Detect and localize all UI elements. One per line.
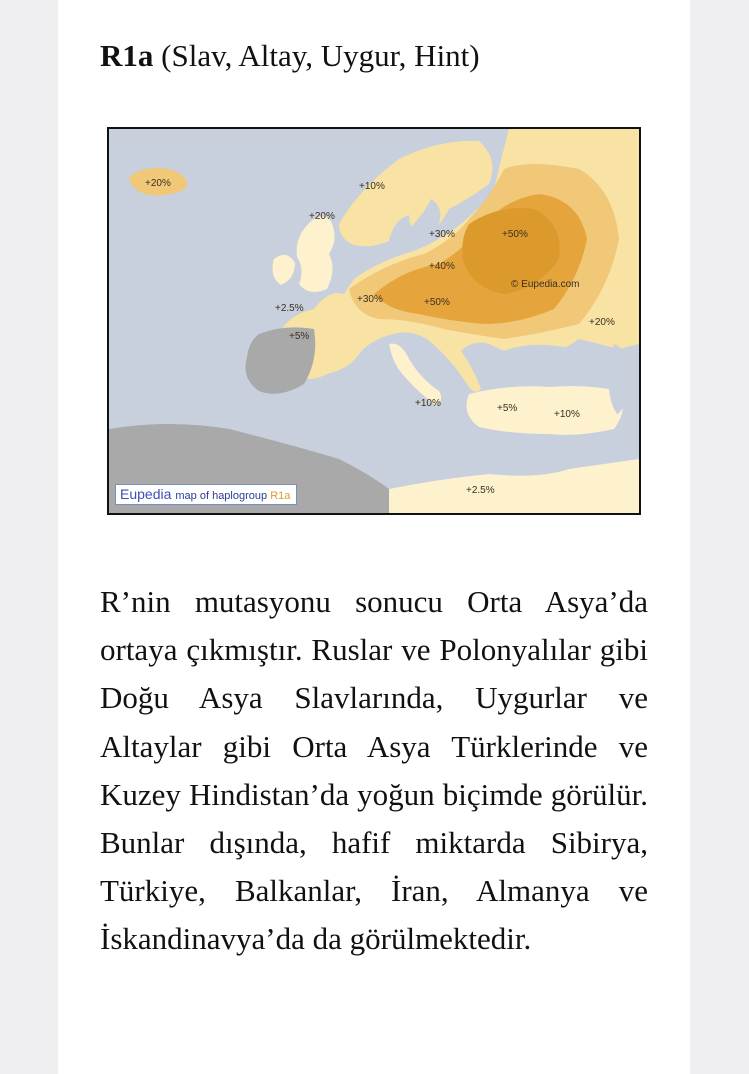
map-label: +20% (145, 178, 171, 189)
map-label: +5% (289, 331, 310, 342)
haplogroup-name: R1a (100, 38, 154, 73)
europe-map-graphic (109, 129, 639, 513)
map-credit-tag: R1a (270, 490, 291, 502)
map-label: +20% (309, 211, 335, 222)
map-credit (115, 484, 297, 505)
document-page (58, 0, 690, 1074)
eupedia-logo: Eupedia (120, 486, 172, 502)
map-watermark: © Eupedia.com (511, 279, 580, 290)
map-label: +30% (357, 294, 383, 305)
black-sea-shape (502, 345, 573, 378)
map-credit-text: map of haplogroup (175, 490, 268, 502)
body-paragraph: R’nin mutasyonu sonucu Orta Asya’da ortaya çıkmıştır. Ruslar ve Polonyalılar gibi Doğu Asya Slavlarında, Uygurlar ve Altaylar gibi Orta Asya Türklerinde ve Kuzey Hindistan’da yoğun biçimde görülür. Bunlar dışında, hafif miktarda Sibirya, Türkiye, Balkanlar, İran, Almanya ve İskandinavya’da da görülmektedir. (100, 584, 648, 957)
map-label: +20% (589, 317, 615, 328)
map-label: +10% (359, 181, 385, 192)
map-label: +40% (429, 261, 455, 272)
map-label: +50% (502, 229, 528, 240)
anatolia-shape (467, 386, 623, 435)
map-label: +30% (429, 229, 455, 240)
map-label: +2.5% (466, 485, 495, 496)
map-label: +2.5% (275, 303, 304, 314)
populations-list: (Slav, Altay, Uygur, Hint) (153, 38, 480, 73)
map-label: +10% (415, 398, 441, 409)
section-heading (100, 38, 480, 74)
map-label: +10% (554, 409, 580, 420)
map-label: +5% (497, 403, 518, 414)
map-label: +50% (424, 297, 450, 308)
haplogroup-map (107, 127, 641, 515)
